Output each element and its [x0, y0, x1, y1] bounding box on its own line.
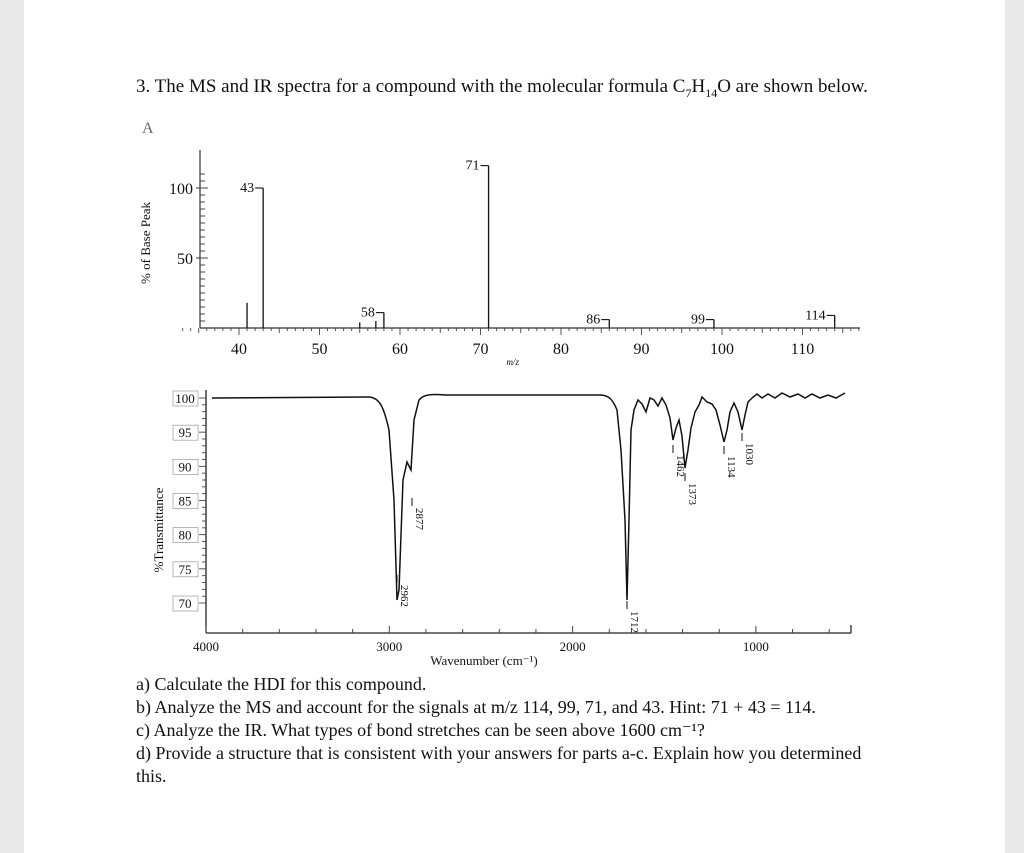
- ms-panel-label: A: [142, 120, 154, 137]
- question-c: c) Analyze the IR. What types of bond stretches can be seen above 1600 cm⁻¹?: [136, 720, 705, 740]
- ms-y-tick-label: 50: [177, 251, 193, 268]
- ms-x-axis-label: m/z: [506, 357, 519, 367]
- ir-peak-label-2962: 2962: [398, 585, 410, 607]
- ir-x-tick-label: 4000: [193, 639, 219, 654]
- ms-y-axis-label: % of Base Peak: [138, 202, 153, 284]
- question-d: d) Provide a structure that is consistent with your answers for parts a-c. Explain how you determined this.: [136, 743, 862, 786]
- ms-x-tick-label: 110: [790, 341, 815, 358]
- ir-peak-label-1134: 1134: [725, 456, 737, 478]
- ms-peak-label-71: 71: [465, 158, 480, 174]
- ir-peak-label-1030: 1030: [743, 443, 755, 465]
- ms-peak-label-86: 86: [586, 312, 601, 328]
- ms-peak-label-58: 58: [360, 305, 375, 321]
- ms-peak-label-43: 43: [240, 181, 255, 196]
- question-b: b) Analyze the MS and account for the signals at m/z 114, 99, 71, and 43. Hint: 71 + 43 = 114.: [136, 697, 816, 717]
- ir-y-tick-label: 70: [178, 596, 192, 611]
- ms-y-tick-label: 100: [169, 181, 193, 198]
- ms-x-tick-label: 90: [633, 341, 650, 358]
- ir-y-axis-label: %Transmittance: [151, 487, 166, 573]
- ir-x-tick-label: 2000: [559, 639, 586, 654]
- ir-x-tick-label: 1000: [742, 639, 769, 654]
- ms-peak-label-99: 99: [690, 312, 705, 328]
- ir-peak-label-1373: 1373: [686, 483, 698, 505]
- ms-x-tick-label: 80: [553, 341, 569, 358]
- ms-x-tick-label: 50: [311, 341, 328, 358]
- ms-x-tick-label: 40: [231, 341, 247, 358]
- ir-y-tick-label: 75: [178, 561, 192, 577]
- ir-peak-label-1712: 1712: [628, 611, 640, 633]
- ir-y-tick-label: 85: [178, 493, 192, 509]
- ir-x-axis-label: Wavenumber (cm⁻¹): [430, 653, 538, 668]
- ir-x-tick-label: 3000: [376, 639, 403, 654]
- ir-peak-label-1462: 1462: [674, 455, 686, 477]
- ir-y-tick-label: 80: [178, 527, 192, 543]
- ms-x-tick-label: 60: [392, 341, 408, 358]
- ms-peak-label-114: 114: [805, 308, 826, 324]
- ir-y-tick-label: 100: [175, 391, 195, 406]
- ir-peak-label-2877: 2877: [413, 508, 425, 530]
- ir-y-tick-label: 95: [178, 425, 192, 441]
- question-a: a) Calculate the HDI for this compound.: [136, 674, 427, 694]
- ms-x-tick-label: 70: [472, 341, 489, 358]
- ms-x-tick-label: 100: [710, 341, 734, 358]
- question-title: 3. The MS and IR spectra for a compound with the molecular formula $C_7H_{14}O$ are shown below.: [136, 76, 868, 100]
- ir-y-tick-label: 90: [178, 459, 192, 475]
- ir-spectrum-trace: [212, 393, 845, 600]
